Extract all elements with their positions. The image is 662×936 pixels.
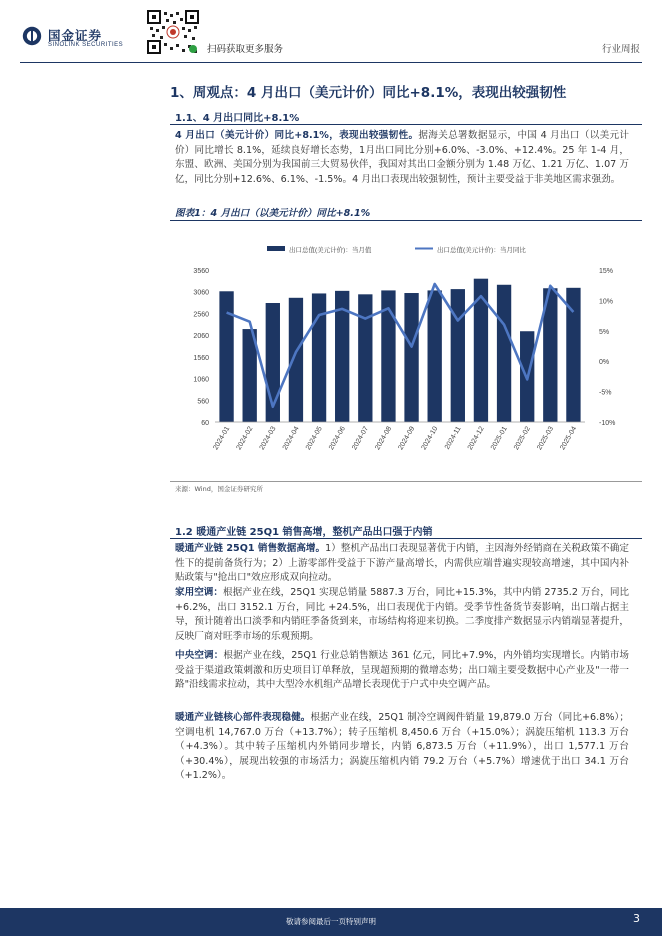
section-title: 1、周观点：4 月出口（美元计价）同比+8.1%，表现出较强韧性 bbox=[170, 85, 567, 101]
sinolink-logo-icon bbox=[22, 26, 42, 46]
x-tick-label: 2025-04 bbox=[559, 425, 579, 452]
paragraph-lead: 暖通产业链核心部件表现稳健。 bbox=[175, 712, 311, 723]
subsection-1-paragraph bbox=[175, 129, 629, 187]
paragraph-lead: 中央空调： bbox=[175, 650, 224, 661]
y-right-tick-label: 5% bbox=[599, 328, 610, 336]
x-tick-label: 2024-06 bbox=[328, 425, 347, 452]
y-left-tick-label: 60 bbox=[201, 420, 209, 427]
figure-label-divider bbox=[170, 220, 642, 221]
brand-name-cn: 国金证券 bbox=[48, 28, 103, 43]
export-chart bbox=[175, 226, 631, 480]
bar-2024-07 bbox=[358, 294, 372, 422]
paragraph-body: 根据产业在线，25Q1 制冷空调阀件销量 19,879.0 万台（同比+6.8%）；空调电机 14,767.0 万台（+13.7%）；转子压缩机 8,450.6 万台（+15.0%）；涡旋压缩机 113.3 万台（+4.3%）。其中转子压缩机内外销同步增长，内销 6,873.5 万台（+11.9%），出口 1,577.1 万台（+30.4%），展现出较强的市场活力；涡旋压缩机内销 79.2 万台（+5.7%）增速优于出口 34.1 万台（+1.2%）。 bbox=[175, 712, 629, 782]
figure-source: 来源：Wind，国金证券研究所 bbox=[175, 485, 263, 493]
y-right-tick-label: 15% bbox=[599, 268, 614, 275]
x-tick-label: 2024-10 bbox=[420, 425, 440, 452]
subsection-2-divider bbox=[170, 538, 642, 539]
x-tick-label: 2025-03 bbox=[536, 425, 556, 452]
subsection-2-title: 1.2 暖通产业链 25Q1 销售高增，整机产品出口强于内销 bbox=[175, 527, 433, 538]
y-right-tick-label: 10% bbox=[599, 298, 614, 306]
y-left-tick-label: 1060 bbox=[193, 376, 209, 384]
x-tick-label: 2024-09 bbox=[397, 425, 417, 452]
hvac-paragraph-3 bbox=[175, 649, 629, 693]
y-left-tick-label: 3560 bbox=[193, 268, 209, 275]
x-tick-label: 2024-07 bbox=[351, 425, 371, 452]
qr-code-icon[interactable] bbox=[146, 9, 200, 55]
bar-2024-09 bbox=[404, 293, 418, 422]
y-left-tick-label: 3060 bbox=[193, 289, 209, 297]
brand-name-en: SINOLINK SECURITIES bbox=[48, 42, 124, 48]
x-tick-label: 2024-05 bbox=[304, 425, 324, 452]
bar-2024-11 bbox=[451, 289, 465, 422]
legend-label-bar: 出口总值(美元计价)：当月值 bbox=[289, 247, 372, 254]
paragraph-lead: 家用空调： bbox=[175, 587, 224, 598]
legend-label-line: 出口总值(美元计价)：当月同比 bbox=[437, 247, 526, 254]
legend-swatch-bar bbox=[267, 246, 285, 251]
y-right-tick-label: -5% bbox=[599, 389, 612, 397]
paragraph-lead: 4 月出口（美元计价）同比+8.1%，表现出较强韧性。 bbox=[175, 130, 419, 141]
y-right-tick-label: -10% bbox=[599, 420, 616, 427]
figure-bottom-divider bbox=[170, 481, 642, 482]
x-tick-label: 2024-11 bbox=[443, 425, 463, 451]
x-tick-label: 2024-12 bbox=[466, 425, 486, 452]
subsection-1-divider bbox=[170, 124, 642, 125]
x-tick-label: 2024-02 bbox=[235, 425, 255, 452]
y-right-tick-label: 0% bbox=[599, 359, 610, 367]
y-left-tick-label: 560 bbox=[197, 398, 209, 406]
y-left-tick-label: 2060 bbox=[193, 333, 209, 341]
x-tick-label: 2024-08 bbox=[374, 425, 394, 452]
y-left-tick-label: 2560 bbox=[193, 311, 209, 319]
hvac-paragraph-4 bbox=[175, 711, 629, 784]
bar-2024-01 bbox=[219, 291, 233, 422]
paragraph-lead: 暖通产业链 25Q1 销售数据高增。 bbox=[175, 543, 326, 554]
footer-disclaimer[interactable]: 敬请参阅最后一页特别声明 bbox=[286, 917, 376, 926]
hvac-paragraph-2 bbox=[175, 586, 629, 644]
bar-2025-01 bbox=[497, 285, 511, 422]
subsection-1-title: 1.1、4 月出口同比+8.1% bbox=[175, 113, 300, 124]
paragraph-body: 1）整机产品出口表现显著优于内销，主因海外经销商在关税政策不确定性下的提前备货行为；2）上游零部件受益于下游产量高增长，内需供应端普遍实现较高增速，其中国内补贴政策与"抢出口"效应形成双向拉动。 bbox=[175, 543, 629, 584]
report-type-label: 行业周报 bbox=[601, 44, 640, 55]
bar-2024-04 bbox=[289, 298, 303, 422]
paragraph-body: 据海关总署数据显示，中国 4 月出口（以美元计价）同比增长 8.1%，延续良好增长态势，1月出口同比分别+6.0%、-3.0%、+12.4%。25 年 1-4 月，东盟、欧洲、美国分别为我国前三大贸易伙伴，我国对其出口金额分别为 1.48 万亿、1.21 万亿、1.07 万亿，同比分别+12.6%、6.1%、-1.5%。4 月出口表现出较强韧性，预计主要受益于非美地区需求强劲。 bbox=[175, 130, 630, 185]
x-tick-label: 2024-04 bbox=[281, 425, 301, 452]
figure-label: 图表1：4 月出口（以美元计价）同比+8.1% bbox=[175, 208, 371, 219]
x-tick-label: 2025-01 bbox=[489, 425, 509, 452]
x-tick-label: 2024-01 bbox=[212, 425, 232, 452]
page-number: 3 bbox=[633, 912, 640, 925]
qr-caption: 扫码获取更多服务 bbox=[207, 44, 284, 55]
header-divider bbox=[20, 62, 642, 63]
bar-2024-10 bbox=[428, 290, 442, 422]
x-tick-label: 2024-03 bbox=[258, 425, 278, 452]
y-left-tick-label: 1560 bbox=[193, 354, 209, 362]
x-tick-label: 2025-02 bbox=[513, 425, 532, 452]
paragraph-body: 根据产业在线，25Q1 实现总销量 5887.3 万台，同比+15.3%，其中内销 2735.2 万台，同比 +6.2%，出口 3152.1 万台，同比 +24.5%，出口表现优于内销。受季节性备货节奏影响，出口端占据主导，预计随着出口淡季和内销旺季备货到来，市场结构将迎来切换。二季度排产数据显示内销端显著提升，反映厂商对旺季市场的乐观预期。 bbox=[175, 587, 630, 642]
hvac-paragraph-1 bbox=[175, 542, 629, 586]
paragraph-body: 根据产业在线，25Q1 行业总销售额达 361 亿元，同比+7.9%，内外销均实现增长。内销市场受益于渠道政策刺激和历史项目订单释放，呈现超预期的微增态势；出口端主要受数据中心产业及"一带一路"沿线需求拉动，其中大型冷水机组产品增长表现优于户式中央空调产品。 bbox=[175, 650, 630, 691]
